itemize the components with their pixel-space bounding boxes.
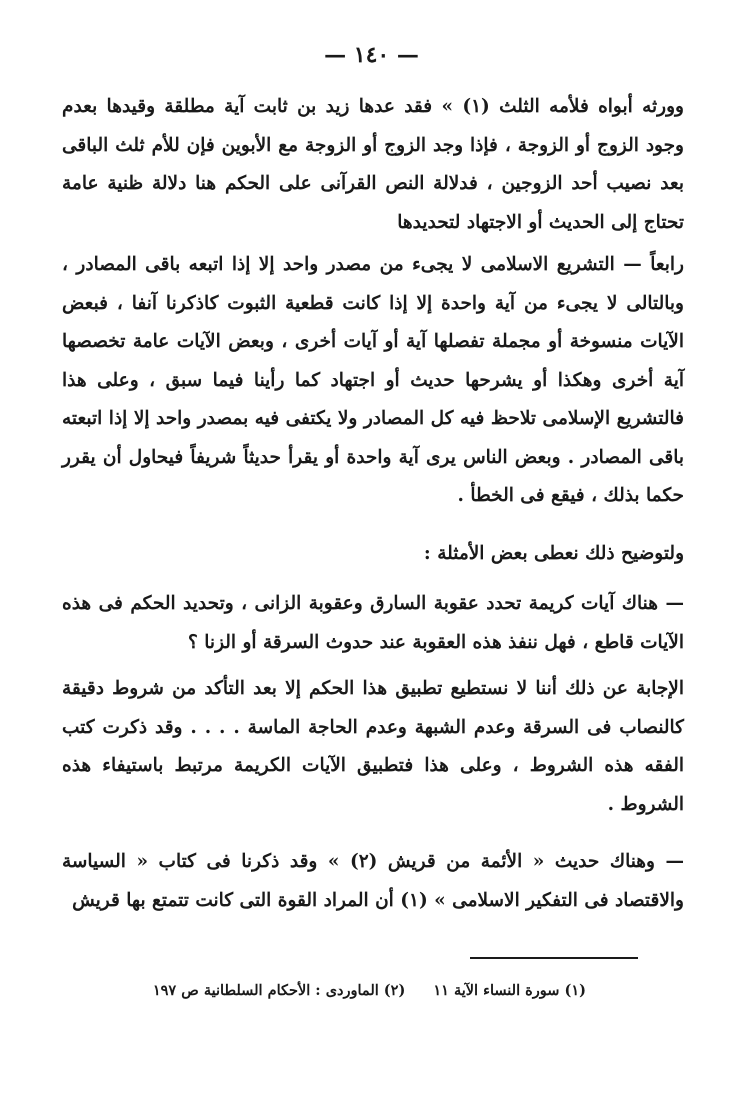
footnote-separator: [470, 957, 638, 959]
paragraph-example-answer: الإجابة عن ذلك أننا لا نستطيع تطبيق هذا الحكم إلا بعد التأكد من شروط دقيقة كالنصاب فى السرقة وعدم الشبهة وعدم الحاجة الماسة . . . . وقد ذكرت كتب الفقه هذه الشروط ، وعلى هذا فتطبيق الآيات الكريمة مرتبط باستيفاء هذه الشروط .: [62, 678, 684, 815]
footnote-1: (١) سورة النساء الآية ١١: [433, 982, 586, 999]
footnotes: [140, 982, 600, 999]
paragraph-inheritance-continuation: وورثه أبواه فلأمه الثلث (١) » فقد عدها زيد بن ثابت آية مطلقة وقيدها بعدم وجود الزوج أو الزوجة ، فإذا وجد الزوج أو الزوجة مع الأبوين فإن للأم ثلث الباقى بعد نصيب أحد الزوجين ، فدلالة النص القرآنى على الحكم هنا دلالة ظنية عامة تحتاج إلى الحديث أو الاجتهاد لتحديدها: [62, 96, 684, 233]
paragraph-example-punishment: — هناك آيات كريمة تحدد عقوبة السارق وعقوبة الزانى ، وتحديد الحكم فى هذه الآيات قاطع ، فهل ننفذ هذه العقوبة عند حدوث السرقة أو الزنا ؟: [62, 593, 684, 653]
footnote-2: (٢) الماوردى : الأحكام السلطانية ص ١٩٧: [152, 982, 406, 999]
paragraph-example-quraysh: — وهناك حديث « الأئمة من قريش (٢) » وقد ذكرنا فى كتاب « السياسة والاقتصاد فى التفكير الاسلامى » (١) أن المراد القوة التى كانت تتمتع بها قريش: [62, 851, 684, 911]
page-number: — ١٤٠ —: [324, 42, 419, 68]
paragraph-fourth-point: رابعاً — التشريع الاسلامى لا يجىء من مصدر واحد إلا إذا اتبعه باقى المصادر ، وبالتالى لا يجىء من آية واحدة إلا إذا كانت قطعية الثبوت كاذكرنا آنفا ، فبعض الآيات منسوخة أو مجملة تفصلها آية أو آيات أخرى ، وبعض الآيات عامة تخصصها آية أخرى وهكذا أو يشرحها حديث أو اجتهاد كما رأينا فيما سبق ، وعلى هذا فالتشريع الإسلامى تلاحظ فيه كل المصادر ولا يكتفى فيه بمصدر واحد إلا إذا اتبعته باقى المصادر . وبعض الناس يرى آية واحدة أو يقرأ حديثاً شريفاً فيحاول أن يقرر حكما بذلك ، فيقع فى الخطأ .: [62, 254, 684, 506]
paragraph-examples-intro: ولتوضيح ذلك نعطى بعض الأمثلة :: [423, 542, 684, 564]
body-text: [62, 88, 684, 939]
